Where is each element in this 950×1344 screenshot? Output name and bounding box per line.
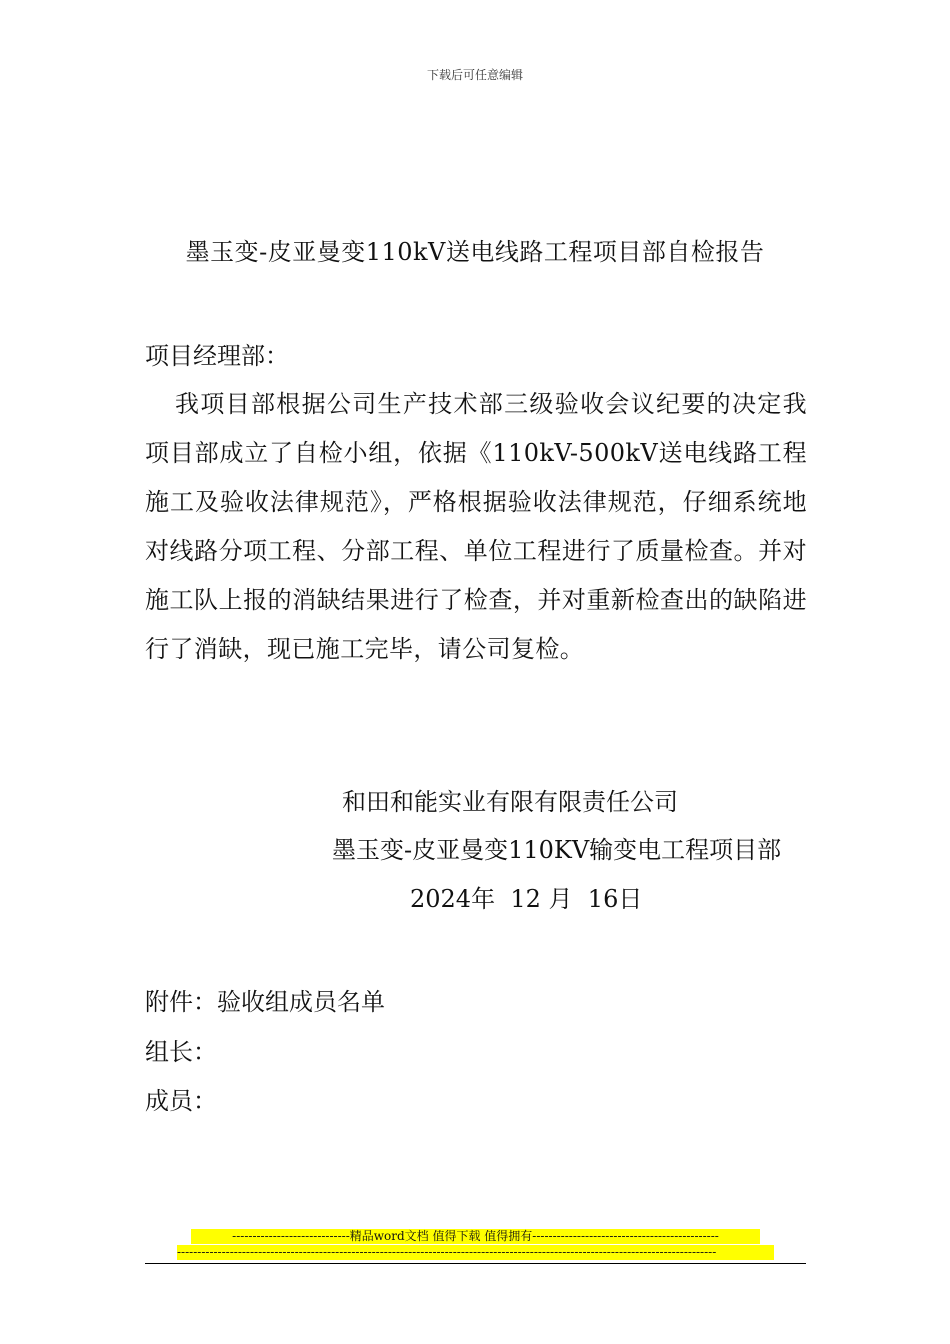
signature-company: 和田和能实业有限有限责任公司 bbox=[342, 788, 678, 816]
footer-dash-line: ------------------------------------------------------------------------------------------------------------------------------------- bbox=[177, 1245, 774, 1260]
attachment-line: 附件：验收组成员名单 bbox=[145, 988, 385, 1016]
date-year-unit: 年 bbox=[471, 885, 496, 913]
signature-date bbox=[410, 879, 642, 914]
leader-label: 组长： bbox=[145, 1038, 217, 1066]
addressee: 项目经理部： bbox=[145, 342, 289, 370]
date-month: 12 bbox=[510, 885, 541, 913]
footer-banner: -----------------------------精品word文档 值得下载 值得拥有---------------------------------------------- bbox=[191, 1229, 760, 1244]
signature-department: 墨玉变-皮亚曼变110KV输变电工程项目部 bbox=[332, 836, 782, 864]
footer-divider bbox=[145, 1263, 806, 1264]
date-day: 16 bbox=[587, 885, 619, 913]
date-month-unit: 月 bbox=[548, 885, 573, 913]
page-header-note: 下载后可任意编辑 bbox=[426, 68, 523, 82]
body-paragraph: 我项目部根据公司生产技术部三级验收会议纪要的决定我项目部成立了自检小组，依据《110kV-500kV送电线路工程施工及验收法律规范》，严格根据验收法律规范，仔细系统地对线路分项工程、分部工程、单位工程进行了质量检查。并对施工队上报的消缺结果进行了检查，并对重新检查出的缺陷进行了消缺，现已施工完毕，请公司复检。 bbox=[145, 390, 807, 663]
date-day-unit: 日 bbox=[618, 885, 643, 913]
date-year: 2024 bbox=[410, 885, 472, 913]
members-label: 成员： bbox=[145, 1087, 217, 1115]
document-title: 墨玉变-皮亚曼变110kV送电线路工程项目部自检报告 bbox=[185, 238, 765, 266]
